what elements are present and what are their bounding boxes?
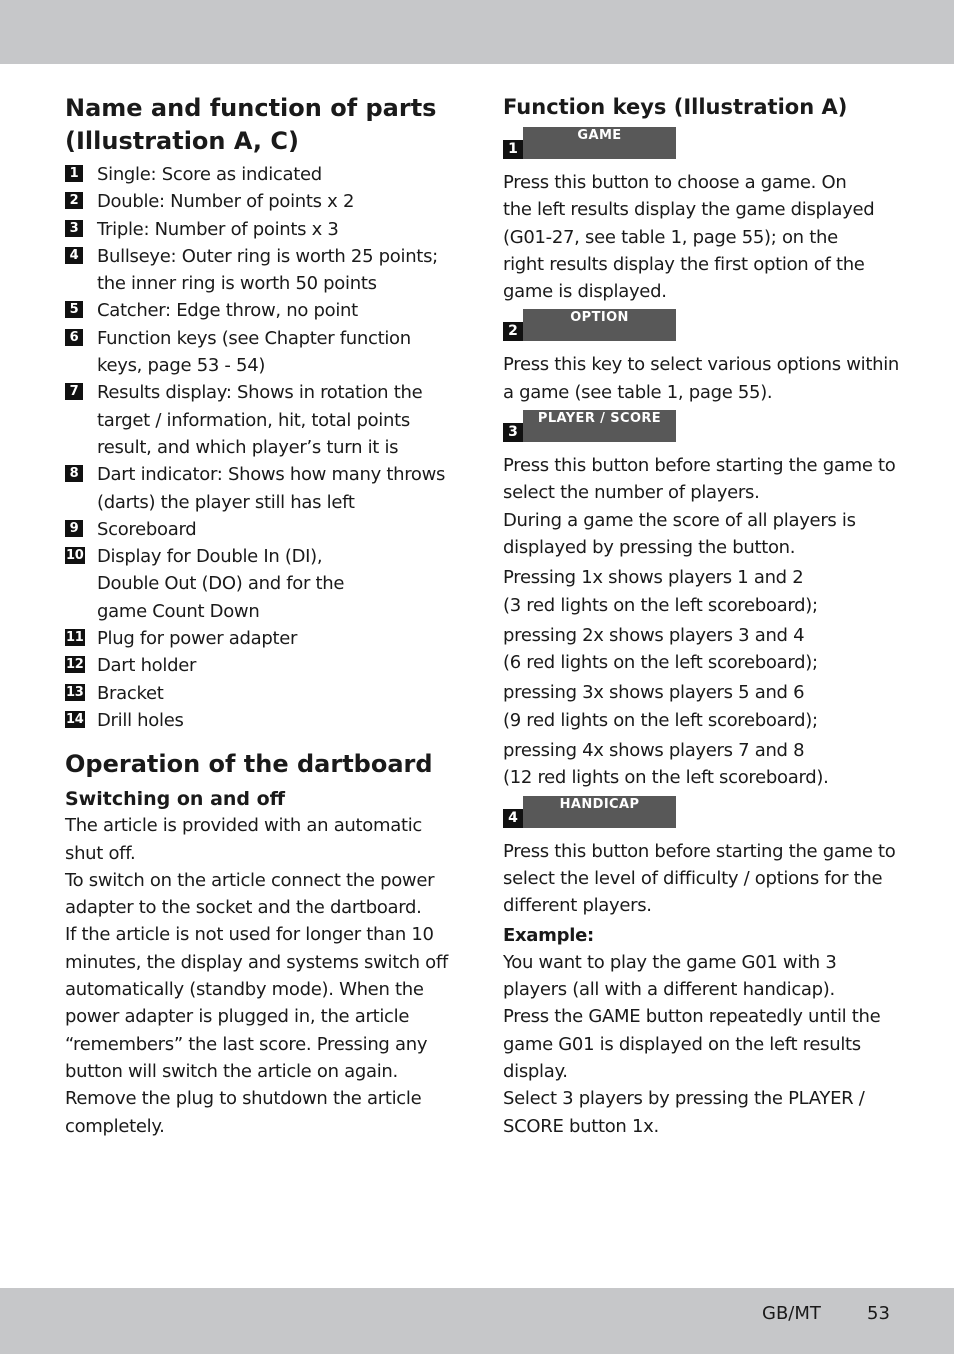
list-item: [65, 297, 455, 324]
part-number-badge: 2: [65, 192, 83, 209]
list-item: [65, 188, 455, 215]
list-item: [65, 161, 455, 188]
part-description: Drill holes: [97, 709, 184, 731]
switching-text: The article is provided with an automatic shut off. To switch on the article connect the power adapter to the socket and the dartboard. If the article is not used for longer than 10 minutes, the display and systems switch off automatically (standby mode). When the power adapter is plugged in, the article “remembers” the last score. Pressing any button will switch the article on again. Remove the plug to shutdown the article completely.: [65, 815, 448, 1137]
part-description: Function keys (see Chapter function keys, page 53 - 54): [97, 327, 411, 377]
part-number-badge: 1: [65, 165, 83, 182]
part-description: Scoreboard: [97, 518, 197, 540]
example-label: Example:: [503, 924, 594, 946]
key-game: [503, 127, 676, 159]
key-label-handicap: HANDICAP: [523, 796, 676, 828]
parts-list: [65, 161, 455, 734]
part-description: Catcher: Edge throw, no point: [97, 300, 358, 322]
part-number-badge: 11: [66, 630, 84, 646]
part-description: Display for Double In (DI), Double Out (DO) and for the game Count Down: [97, 546, 345, 622]
part-description: Bullseye: Outer ring is worth 25 points; the inner ring is worth 50 points: [97, 245, 438, 295]
key-handicap: [503, 796, 676, 828]
key-label-player-score: PLAYER / SCORE: [523, 410, 676, 442]
list-item: [65, 516, 455, 543]
heading-function-keys: Function keys (Illustration A): [503, 95, 848, 119]
press-3x-text: pressing 3x shows players 5 and 6 (9 red lights on the left scoreboard);: [503, 682, 818, 731]
press-2x-text: pressing 2x shows players 3 and 4 (6 red lights on the left scoreboard);: [503, 624, 818, 674]
part-number-badge: 12: [66, 657, 84, 673]
list-item: [65, 707, 455, 734]
list-item: [65, 325, 455, 380]
part-number-badge: 3: [65, 220, 83, 237]
press-4x-text: pressing 4x shows players 7 and 8 (12 red lights on the left scoreboard).: [503, 740, 829, 789]
list-item: [65, 652, 455, 679]
part-number-badge: 7: [65, 383, 83, 400]
game-key-text: Press this button to choose a game. On the left results display the game displayed (G01-27, see table 1, page 55); on the right results display the first option of the game is displayed.: [503, 172, 875, 303]
key-number: 4: [503, 809, 523, 828]
handicap-key-text: Press this button before starting the game to select the level of difficulty / options for the different players.: [503, 840, 896, 917]
right-column: [503, 92, 903, 1140]
key-number: 3: [503, 423, 523, 442]
part-number-badge: 6: [65, 329, 83, 346]
subheading-switching: Switching on and off: [65, 788, 286, 811]
option-key-text: Press this key to select various options within a game (see table 1, page 55).: [503, 354, 900, 403]
list-item: [65, 216, 455, 243]
key-label-game: GAME: [523, 127, 676, 159]
key-number: 1: [503, 140, 523, 159]
part-number-badge: 13: [66, 684, 84, 700]
key-number: 2: [503, 322, 523, 341]
example-text: You want to play the game G01 with 3 players (all with a different handicap). Press the GAME button repeatedly until the game G01 is displayed on the left results display. Select 3 players by pressing the PLAYER / SCORE button 1x.: [503, 951, 881, 1137]
heading-operation: Operation of the dartboard: [65, 750, 433, 779]
press-1x-text: Pressing 1x shows players 1 and 2 (3 red lights on the left scoreboard);: [503, 567, 818, 616]
part-description: Bracket: [97, 682, 164, 704]
footer-region-code: GB/MT: [762, 1303, 821, 1324]
player-score-key-text: Press this button before starting the game to select the number of players. During a game the score of all players is displayed by pressing the button.: [503, 455, 896, 558]
part-number-badge: 8: [65, 465, 83, 482]
key-option: [503, 309, 676, 341]
part-description: Triple: Number of points x 3: [97, 218, 339, 240]
list-item: [65, 243, 455, 298]
page-number: 53: [867, 1303, 890, 1324]
list-item: [65, 680, 455, 707]
part-number-badge: 9: [65, 520, 83, 537]
list-item: [65, 625, 455, 652]
part-number-badge: 10: [66, 548, 84, 564]
header-bar: [0, 0, 954, 64]
part-number-badge: 4: [65, 247, 83, 264]
part-description: Double: Number of points x 2: [97, 191, 355, 213]
part-description: Plug for power adapter: [97, 628, 298, 650]
part-number-badge: 5: [65, 301, 83, 318]
left-column: [65, 92, 455, 1140]
key-player-score: [503, 410, 676, 442]
heading-parts: Name and function of parts (Illustration A, C): [65, 94, 437, 155]
part-description: Results display: Shows in rotation the target / information, hit, total points result, and which player’s turn it is: [97, 382, 423, 458]
part-description: Dart holder: [97, 655, 197, 677]
list-item: [65, 461, 455, 516]
key-label-option: OPTION: [523, 309, 676, 341]
list-item: [65, 543, 455, 625]
part-description: Single: Score as indicated: [97, 164, 322, 185]
part-number-badge: 14: [66, 711, 84, 727]
list-item: [65, 379, 455, 461]
part-description: Dart indicator: Shows how many throws (darts) the player still has left: [97, 464, 446, 513]
